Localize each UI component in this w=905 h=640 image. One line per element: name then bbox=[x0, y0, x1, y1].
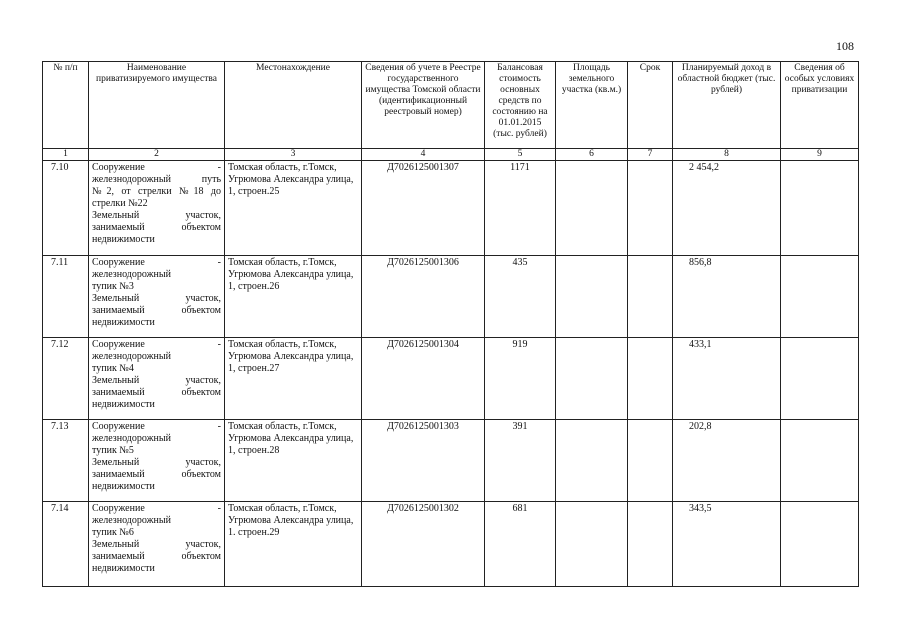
location: Томская область, г.Томск, Угрюмова Александра улица, 1, строен.27 bbox=[225, 338, 362, 420]
name-line: Земельный участок, bbox=[92, 539, 221, 550]
name-line: железнодорожный путь bbox=[92, 174, 221, 185]
property-name bbox=[89, 161, 225, 256]
name-line: тупик №6 bbox=[92, 527, 134, 538]
balance-value: 435 bbox=[485, 256, 556, 338]
term bbox=[628, 161, 673, 256]
column-number-row bbox=[43, 149, 859, 161]
planned-income: 856,8 bbox=[673, 256, 781, 338]
name-line: тупик №4 bbox=[92, 363, 134, 374]
term bbox=[628, 502, 673, 587]
table-row bbox=[43, 256, 859, 338]
header-cell: Планируемый доход в областной бюджет (тыс. рублей) bbox=[673, 62, 781, 149]
balance-value: 681 bbox=[485, 502, 556, 587]
table-row bbox=[43, 161, 859, 256]
registry-number: Д7026125001307 bbox=[362, 161, 485, 256]
special-conditions bbox=[781, 502, 859, 587]
name-line: железнодорожный bbox=[92, 433, 171, 444]
name-line: занимаемый объектом bbox=[92, 305, 221, 316]
name-line: занимаемый объектом bbox=[92, 387, 221, 398]
planned-income: 433,1 bbox=[673, 338, 781, 420]
page-number: 108 bbox=[836, 39, 854, 53]
property-name bbox=[89, 502, 225, 587]
special-conditions bbox=[781, 161, 859, 256]
name-line: Сооружение - bbox=[92, 421, 221, 432]
balance-value: 919 bbox=[485, 338, 556, 420]
registry-number: Д7026125001302 bbox=[362, 502, 485, 587]
name-line: Земельный участок, bbox=[92, 375, 221, 386]
table-row bbox=[43, 502, 859, 587]
row-number: 7.11 bbox=[43, 256, 89, 338]
land-area bbox=[556, 256, 628, 338]
name-line: Земельный участок, bbox=[92, 457, 221, 468]
row-number: 7.14 bbox=[43, 502, 89, 587]
name-line: Сооружение - bbox=[92, 162, 221, 173]
column-number: 2 bbox=[89, 149, 225, 161]
header-cell: Площадь земельного участка (кв.м.) bbox=[556, 62, 628, 149]
header-cell: Местонахождение bbox=[225, 62, 362, 149]
name-line: недвижимости bbox=[92, 399, 155, 410]
column-number: 4 bbox=[362, 149, 485, 161]
name-line: железнодорожный bbox=[92, 515, 171, 526]
name-line: недвижимости bbox=[92, 481, 155, 492]
name-line: занимаемый объектом bbox=[92, 222, 221, 233]
location: Томская область, г.Томск, Угрюмова Александра улица, 1, строен.26 bbox=[225, 256, 362, 338]
name-line: занимаемый объектом bbox=[92, 469, 221, 480]
column-number: 6 bbox=[556, 149, 628, 161]
table-row bbox=[43, 338, 859, 420]
name-line: тупик №5 bbox=[92, 445, 134, 456]
name-line: железнодорожный bbox=[92, 269, 171, 280]
balance-value: 391 bbox=[485, 420, 556, 502]
name-line: тупик №3 bbox=[92, 281, 134, 292]
name-line: недвижимости bbox=[92, 317, 155, 328]
property-name bbox=[89, 256, 225, 338]
land-area bbox=[556, 338, 628, 420]
column-number: 5 bbox=[485, 149, 556, 161]
column-number: 1 bbox=[43, 149, 89, 161]
location: Томская область, г.Томск, Угрюмова Александра улица, 1, строен.25 bbox=[225, 161, 362, 256]
row-number: 7.13 bbox=[43, 420, 89, 502]
header-cell: Срок bbox=[628, 62, 673, 149]
term bbox=[628, 420, 673, 502]
property-name bbox=[89, 420, 225, 502]
name-line: занимаемый объектом bbox=[92, 551, 221, 562]
planned-income: 202,8 bbox=[673, 420, 781, 502]
registry-number: Д7026125001304 bbox=[362, 338, 485, 420]
column-number: 3 bbox=[225, 149, 362, 161]
name-line: Сооружение - bbox=[92, 503, 221, 514]
land-area bbox=[556, 502, 628, 587]
land-area bbox=[556, 420, 628, 502]
name-line: стрелки №22 bbox=[92, 198, 148, 209]
name-line: недвижимости bbox=[92, 234, 155, 245]
location: Томская область, г.Томск, Угрюмова Александра улица, 1, строен.28 bbox=[225, 420, 362, 502]
column-number: 8 bbox=[673, 149, 781, 161]
name-line: Сооружение - bbox=[92, 257, 221, 268]
term bbox=[628, 256, 673, 338]
column-number: 7 bbox=[628, 149, 673, 161]
land-area bbox=[556, 161, 628, 256]
term bbox=[628, 338, 673, 420]
registry-number: Д7026125001306 bbox=[362, 256, 485, 338]
row-number: 7.12 bbox=[43, 338, 89, 420]
special-conditions bbox=[781, 256, 859, 338]
name-line: недвижимости bbox=[92, 563, 155, 574]
header-row bbox=[43, 62, 859, 149]
special-conditions bbox=[781, 338, 859, 420]
name-line: №2, от стрелки №18 до bbox=[92, 186, 221, 197]
column-number: 9 bbox=[781, 149, 859, 161]
special-conditions bbox=[781, 420, 859, 502]
table-row bbox=[43, 420, 859, 502]
header-cell: Балансовая стоимость основных средств по состоянию на 01.01.2015 (тыс. рублей) bbox=[485, 62, 556, 149]
name-line: Земельный участок, bbox=[92, 293, 221, 304]
name-line: железнодорожный bbox=[92, 351, 171, 362]
registry-number: Д7026125001303 bbox=[362, 420, 485, 502]
header-cell: № п/п bbox=[43, 62, 89, 149]
planned-income: 2 454,2 bbox=[673, 161, 781, 256]
balance-value: 1171 bbox=[485, 161, 556, 256]
property-name bbox=[89, 338, 225, 420]
row-number: 7.10 bbox=[43, 161, 89, 256]
name-line: Земельный участок, bbox=[92, 210, 221, 221]
privatization-table bbox=[42, 61, 859, 587]
header-cell: Сведения об особых условиях приватизации bbox=[781, 62, 859, 149]
location: Томская область, г.Томск, Угрюмова Александра улица, 1. строен.29 bbox=[225, 502, 362, 587]
header-cell: Наименование приватизируемого имущества bbox=[89, 62, 225, 149]
header-cell: Сведения об учете в Реестре государственного имущества Томской области (идентификационный реестровый номер) bbox=[362, 62, 485, 149]
name-line: Сооружение - bbox=[92, 339, 221, 350]
planned-income: 343,5 bbox=[673, 502, 781, 587]
